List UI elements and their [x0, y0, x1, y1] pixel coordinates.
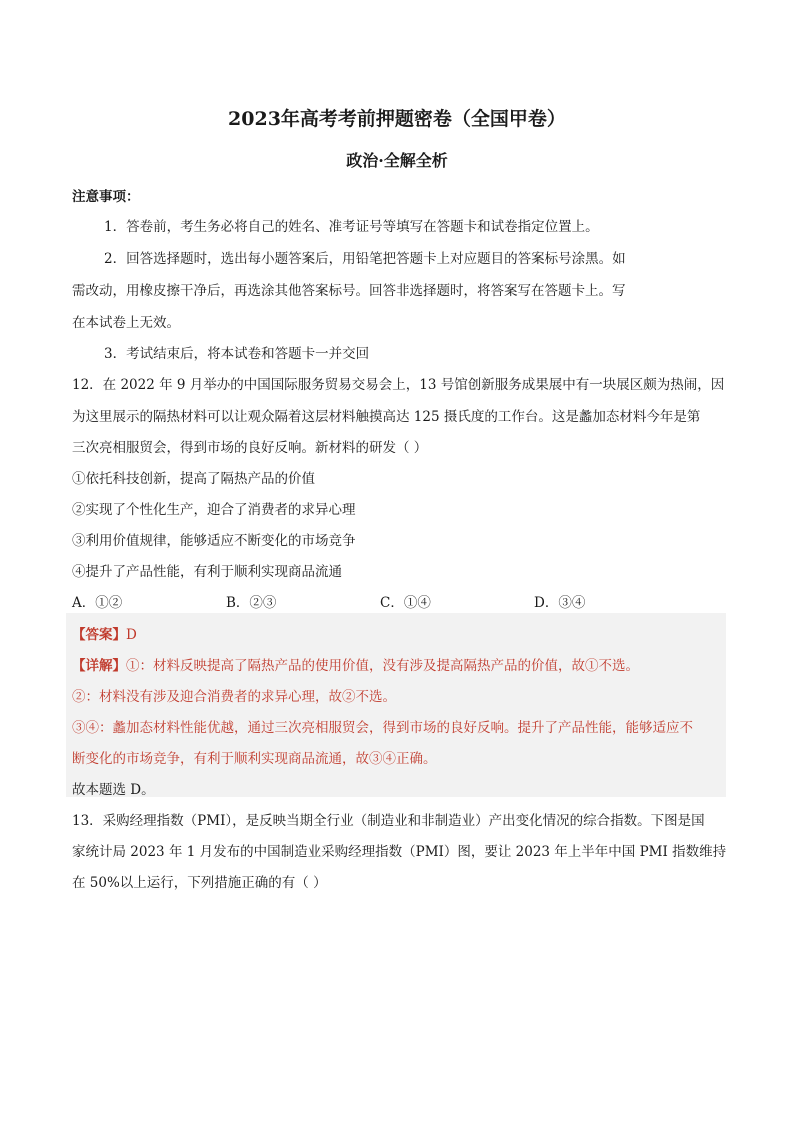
q12-conclusion: 故本题选 D。	[72, 782, 155, 798]
notice-item-2-line-3: 在本试卷上无效。	[72, 315, 180, 331]
q12-stem-line-1: 12．在 2022 年 9 月举办的中国国际服务贸易交易会上，13 号馆创新服务成果展中有一块展区颇为热闹，因	[72, 377, 725, 393]
q12-stem-line-3: 三次亮相服贸会，得到市场的良好反响。新材料的研发（ ）	[72, 440, 428, 456]
notice-item-1: 1．答卷前，考生务必将自己的姓名、准考证号等填写在答题卡和试卷指定位置上。	[104, 219, 599, 235]
q12-option-a: A．①②	[72, 595, 123, 611]
q12-statement-3: ③利用价值规律，能够适应不断变化的市场竞争	[72, 533, 356, 549]
answer-label: 【答案】	[72, 627, 126, 643]
detail-text-1: ①：材料反映提高了隔热产品的使用价值，没有涉及提高隔热产品的价值，故①不选。	[126, 658, 639, 674]
answer-value: D	[126, 627, 137, 643]
notice-item-2-line-2: 需改动，用橡皮擦干净后，再选涂其他答案标号。回答非选择题时，将答案写在答题卡上。写	[72, 283, 626, 299]
q12-statement-1: ①依托科技创新，提高了隔热产品的价值	[72, 471, 315, 487]
notice-item-2-line-1: 2．回答选择题时，选出每小题答案后，用铅笔把答题卡上对应题目的答案标号涂黑。如	[104, 251, 626, 267]
q12-option-c: C．①④	[380, 595, 431, 611]
q13-stem-line-2: 家统计局 2023 年 1 月发布的中国制造业采购经理指数（PMI）图，要让 2023 年上半年中国 PMI 指数维持	[72, 844, 727, 860]
q13-stem-line-1: 13．采购经理指数（PMI），是反映当期全行业（制造业和非制造业）产出变化情况的综合指数。下图是国	[72, 813, 705, 829]
detail-label: 【详解】	[72, 658, 126, 674]
q12-answer	[72, 626, 137, 644]
q12-statement-4: ④提升了产品性能，有利于顺利实现商品流通	[72, 564, 342, 580]
q13-stem-line-3: 在 50%以上运行，下列措施正确的有（ ）	[72, 875, 327, 891]
q12-detail-1	[72, 657, 639, 675]
q12-statement-2: ②实现了个性化生产，迎合了消费者的求异心理	[72, 502, 356, 518]
notice-heading: 注意事项：	[72, 189, 140, 205]
q12-option-b: B．②③	[226, 595, 277, 611]
q12-detail-3-line-1: ③④：蠡加态材料性能优越，通过三次亮相服贸会，得到市场的良好反响。提升了产品性能，能够适应不	[72, 720, 693, 736]
page-subtitle: 政治·全解全析	[346, 151, 448, 170]
q12-detail-3-line-2: 断变化的市场竞争，有利于顺利实现商品流通，故③④正确。	[72, 751, 437, 767]
q12-detail-2: ②：材料没有涉及迎合消费者的求异心理，故②不选。	[72, 689, 396, 705]
page-title: 2023年高考考前押题密卷（全国甲卷）	[228, 108, 566, 130]
q12-option-d: D．③④	[534, 595, 586, 611]
notice-item-3: 3．考试结束后，将本试卷和答题卡一并交回	[104, 346, 370, 362]
q12-stem-line-2: 为这里展示的隔热材料可以让观众隔着这层材料触摸高达 125 摄氏度的工作台。这是蠡加态材料今年是第	[72, 409, 701, 425]
